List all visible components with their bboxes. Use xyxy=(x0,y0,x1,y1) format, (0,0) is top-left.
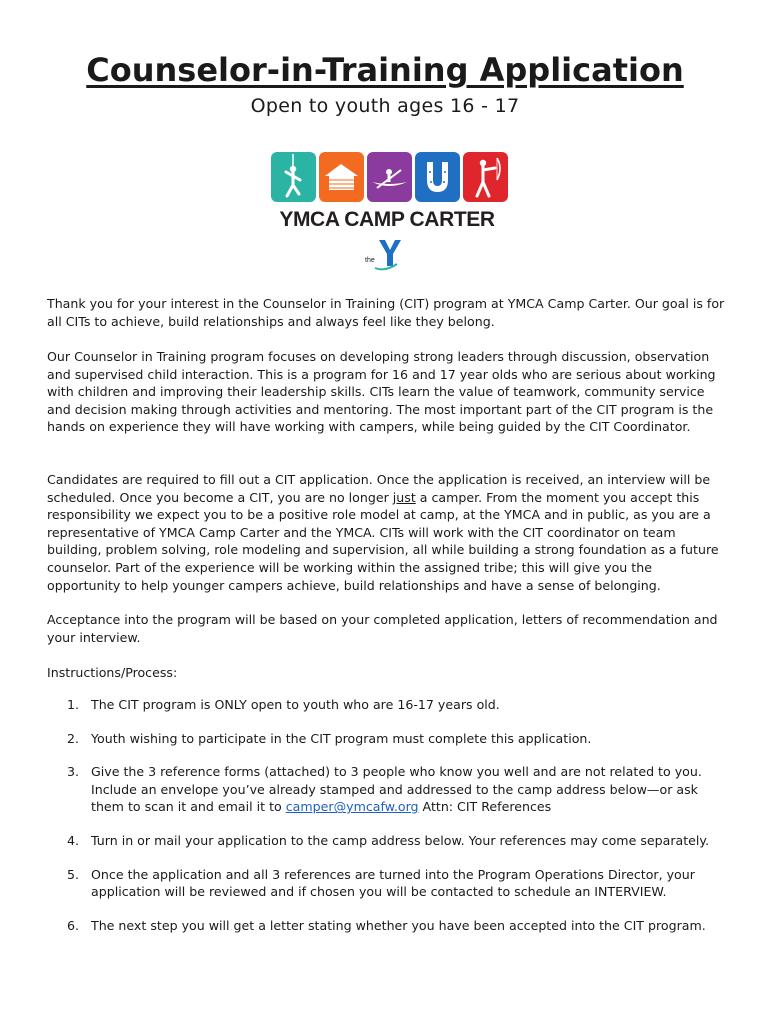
ymca-mark-text: the xyxy=(365,257,375,264)
emphasized-word: just xyxy=(392,489,416,505)
candidates-text-end: a camper. From the moment you accept this responsibility we expect you to be a positive role model at camp, at the YMCA and in public, as you are a representative of YMCA Camp Carter and the YMCA. CITs will work with the CIT coordinator on team building, problem solving, role modeling and supervision, all while building a strong foundation as a future counselor. Part of the experience will be working within the assigned tribe; this will give you the opportunity to help younger campers achieve, build relationships and have a sense of belonging. xyxy=(47,489,719,593)
list-item xyxy=(47,832,727,850)
list-item xyxy=(47,763,727,816)
step-text: Give the 3 reference forms (attached) to 3 people who know you well and are not related to you. Include an envelope you’ve already stamped and addressed to the camp address below—or ask them to scan it and email it to xyxy=(91,764,702,815)
email-link[interactable]: camper@ymcafw.org xyxy=(285,799,419,815)
step-number: 2. xyxy=(67,730,80,746)
step-number: 4. xyxy=(67,832,80,848)
kayak-icon xyxy=(367,152,412,202)
instructions-heading: Instructions/Process: xyxy=(47,665,178,680)
step-text: Turn in or mail your application to the camp address below. Your references may come separately. xyxy=(91,832,710,848)
horseshoe-icon xyxy=(415,152,460,202)
archer-icon xyxy=(463,152,508,202)
camp-name: YMCA CAMP CARTER xyxy=(279,208,495,231)
step-text: Youth wishing to participate in the CIT program must complete this application. xyxy=(91,730,592,746)
cabin-icon xyxy=(319,152,364,202)
step-number: 5. xyxy=(67,866,80,882)
acceptance-paragraph: Acceptance into the program will be based on your completed application, letters of recommendation and your interview. xyxy=(47,612,718,645)
step-text: Once the application and all 3 references are turned into the Program Operations Director, your application will be reviewed and if chosen you will be contacted to schedule an INTERVIEW. xyxy=(91,866,695,900)
page-subtitle: Open to youth ages 16 - 17 xyxy=(250,95,520,117)
list-item xyxy=(47,696,727,714)
list-item xyxy=(47,730,727,748)
climber-icon xyxy=(271,152,316,202)
program-paragraph: Our Counselor in Training program focuses on developing strong leaders through discussion, observation and supervised child interaction. This is a program for 16 and 17 year olds who are serious about working with children and improving their leadership skills. CITs learn the value of teamwork, community service and decision making through activities and mentoring. The most important part of the CIT program is the hands on experience they will have working with campers, while being guided by the CIT Coordinator. xyxy=(47,349,716,435)
candidates-paragraph xyxy=(47,471,727,594)
page-title: Counselor-in-Training Application xyxy=(86,51,684,89)
instructions-list xyxy=(47,696,727,950)
step-number: 3. xyxy=(67,764,80,780)
list-item xyxy=(47,866,727,901)
step-text: The CIT program is ONLY open to youth who are 16-17 years old. xyxy=(91,697,500,712)
step-text-suffix: Attn: CIT References xyxy=(418,799,552,815)
camp-logo xyxy=(267,152,507,274)
step-number: 1. xyxy=(67,697,80,712)
step-number: 6. xyxy=(67,917,80,933)
candidates-text-start: Candidates are required to fill out a CIT application. Once the application is received, an interview will be scheduled. Once you become a CIT, you are no longer xyxy=(47,472,711,505)
intro-paragraph: Thank you for your interest in the Counselor in Training (CIT) program at YMCA Camp Carter. Our goal is for all CITs to achieve, build relationships and always feel like they belong. xyxy=(47,296,725,329)
ymca-y-icon xyxy=(363,236,403,272)
list-item xyxy=(47,917,727,935)
step-text: The next step you will get a letter stating whether you have been accepted into the CIT program. xyxy=(91,917,706,933)
